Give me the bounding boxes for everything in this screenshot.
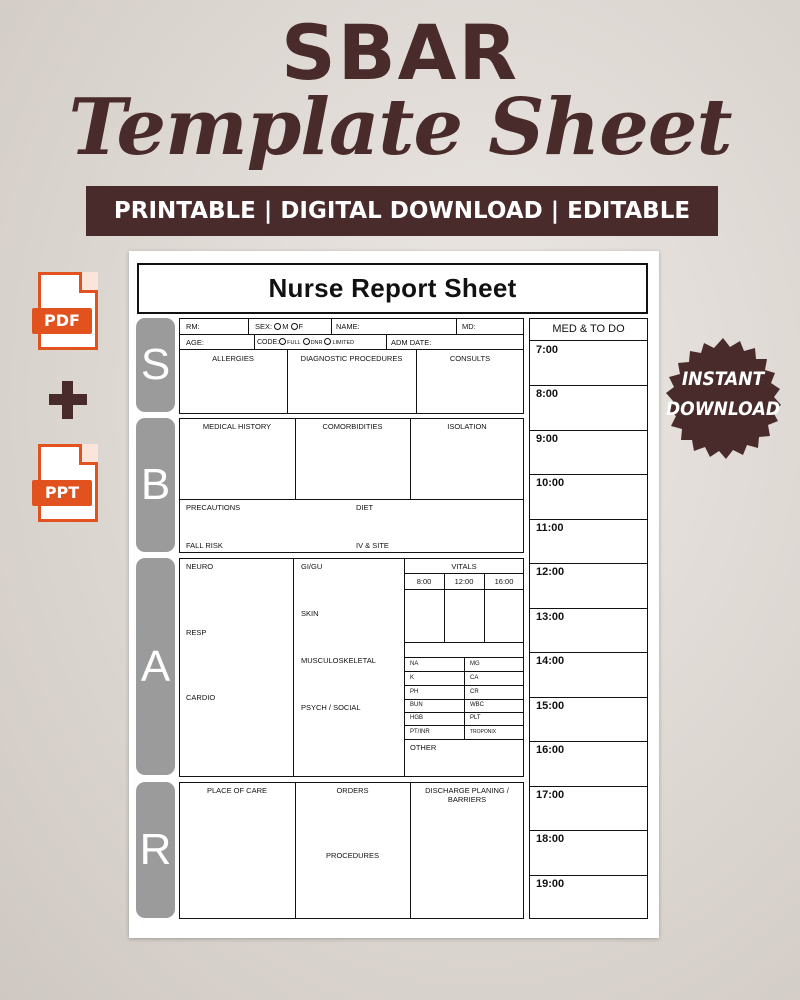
badge-line-1: INSTANT [681,368,765,390]
radio-circle-icon[interactable] [291,323,298,330]
age-field[interactable]: AGE: [186,338,204,347]
cardio-label: CARDIO [186,693,216,702]
lab-label: NA [410,661,419,667]
radio-circle-icon[interactable] [279,338,286,345]
lab-label: PT/INR [410,729,430,735]
header-script-title: Template Sheet [68,82,732,173]
time-slot-divider [529,652,648,653]
time-slot-label[interactable]: 18:00 [536,833,565,845]
background-section [179,418,524,553]
neuro-label: NEURO [186,562,214,571]
tab-letter-a: A [140,641,171,691]
lab-label: MG [470,661,480,667]
resp-label: RESP [186,628,207,637]
time-slot-label[interactable]: 13:00 [536,611,565,623]
sex-m-label: M [282,322,289,331]
sex-field[interactable] [255,322,303,331]
other-label: OTHER [410,743,437,752]
tab-letter-b: B [140,460,171,509]
procedures-label: PROCEDURES [326,851,379,860]
place-of-care-label: PLACE OF CARE [206,786,267,795]
time-slot-label[interactable]: 12:00 [536,566,565,578]
time-slot-divider [529,830,648,831]
assessment-section [179,558,524,777]
ppt-file-icon [38,444,98,522]
time-slot-divider [529,563,648,564]
pdf-label: PDF [32,308,92,334]
tab-letter-s: S [140,340,171,389]
allergies-label: ALLERGIES [212,354,254,363]
gi-gu-label: GI/GU [301,562,323,571]
medical-history-label: MEDICAL HISTORY [202,422,272,431]
time-slot-label[interactable]: 8:00 [536,388,559,400]
lab-label: BUN [410,702,423,708]
vital-time: 16:00 [494,577,514,586]
precautions-label: PRECAUTIONS [186,503,241,512]
consults-label: CONSULTS [449,354,491,363]
lab-label: WBC [470,702,484,708]
time-slot-divider [529,741,648,742]
badge-text [662,364,784,424]
tab-situation [136,318,175,412]
lab-label: TROPONIX [470,729,497,735]
time-slot-divider [529,697,648,698]
time-slot-label[interactable]: 16:00 [536,744,565,756]
tab-letter-r: R [139,825,172,874]
code-limited-label: LIMITED [332,340,355,346]
time-slot-divider [529,474,648,475]
file-fold-icon [79,272,98,293]
tab-assessment [136,558,175,775]
time-slot-divider [529,875,648,876]
orders-label: ORDERS [336,786,369,795]
lab-label: PLT [470,715,481,721]
code-field[interactable] [257,338,354,346]
lab-label: PH [410,689,419,695]
diet-label: DIET [356,503,374,512]
radio-circle-icon[interactable] [324,338,331,345]
feature-banner: PRINTABLE | DIGITAL DOWNLOAD | EDITABLE [86,186,718,236]
code-dnr-label: DNR [310,340,323,346]
med-todo-title: MED & TO DO [552,323,625,335]
time-slot-label[interactable]: 19:00 [536,878,565,890]
musculoskeletal-label: MUSCULOSKELETAL [301,656,376,665]
code-full-label: FULL [287,340,301,346]
sheet-title: Nurse Report Sheet [137,263,648,314]
header-title: SBAR [280,8,519,97]
time-slot-label[interactable]: 17:00 [536,789,565,801]
diagnostic-label: DIAGNOSTIC PROCEDURES [300,354,403,363]
lab-label: CA [470,675,479,681]
time-slot-label[interactable]: 11:00 [536,522,564,534]
time-slot-label[interactable]: 9:00 [536,433,559,445]
sex-label: SEX: [255,322,273,331]
file-fold-icon [79,444,98,465]
code-label: CODE: [257,339,280,346]
name-field[interactable]: NAME: [336,322,360,331]
ppt-label: PPT [32,480,92,506]
time-slot-divider [529,385,648,386]
psych-social-label: PSYCH / SOCIAL [301,703,361,712]
time-slot-divider [529,519,648,520]
fall-risk-label: FALL RISK [186,541,223,550]
md-field[interactable]: MD: [462,322,476,331]
comorbidities-label: COMORBIDITIES [322,422,383,431]
pdf-file-icon [38,272,98,350]
adm-date-field[interactable]: ADM DATE: [391,338,432,347]
time-slot-label[interactable]: 10:00 [536,477,565,489]
vital-time: 12:00 [454,577,474,586]
tab-background [136,418,175,552]
time-slot-divider [529,430,648,431]
time-slot-divider [529,786,648,787]
time-slot-label[interactable]: 15:00 [536,700,565,712]
discharge-label-1: DISCHARGE PLANING / [425,786,509,795]
lab-label: HGB [410,715,424,721]
radio-circle-icon[interactable] [274,323,281,330]
nurse-report-sheet [129,251,659,938]
badge-line-2: DOWNLOAD [665,398,781,420]
plus-icon [49,381,87,419]
skin-label: SKIN [301,609,319,618]
rm-field[interactable]: RM: [186,322,200,331]
situation-section [179,318,524,414]
vitals-label: VITALS [451,562,477,571]
isolation-label: ISOLATION [447,422,487,431]
radio-circle-icon[interactable] [303,338,310,345]
time-slot-label[interactable]: 7:00 [536,344,559,356]
iv-site-label: IV & SITE [356,541,389,550]
discharge-label-2: BARRIERS [447,795,487,804]
time-slot-label[interactable]: 14:00 [536,655,565,667]
sex-f-label: F [298,322,304,331]
time-slot-divider [529,608,648,609]
vital-time: 8:00 [416,577,432,586]
lab-label: K [410,675,415,681]
lab-label: CR [470,689,479,695]
tab-recommendation [136,782,175,918]
